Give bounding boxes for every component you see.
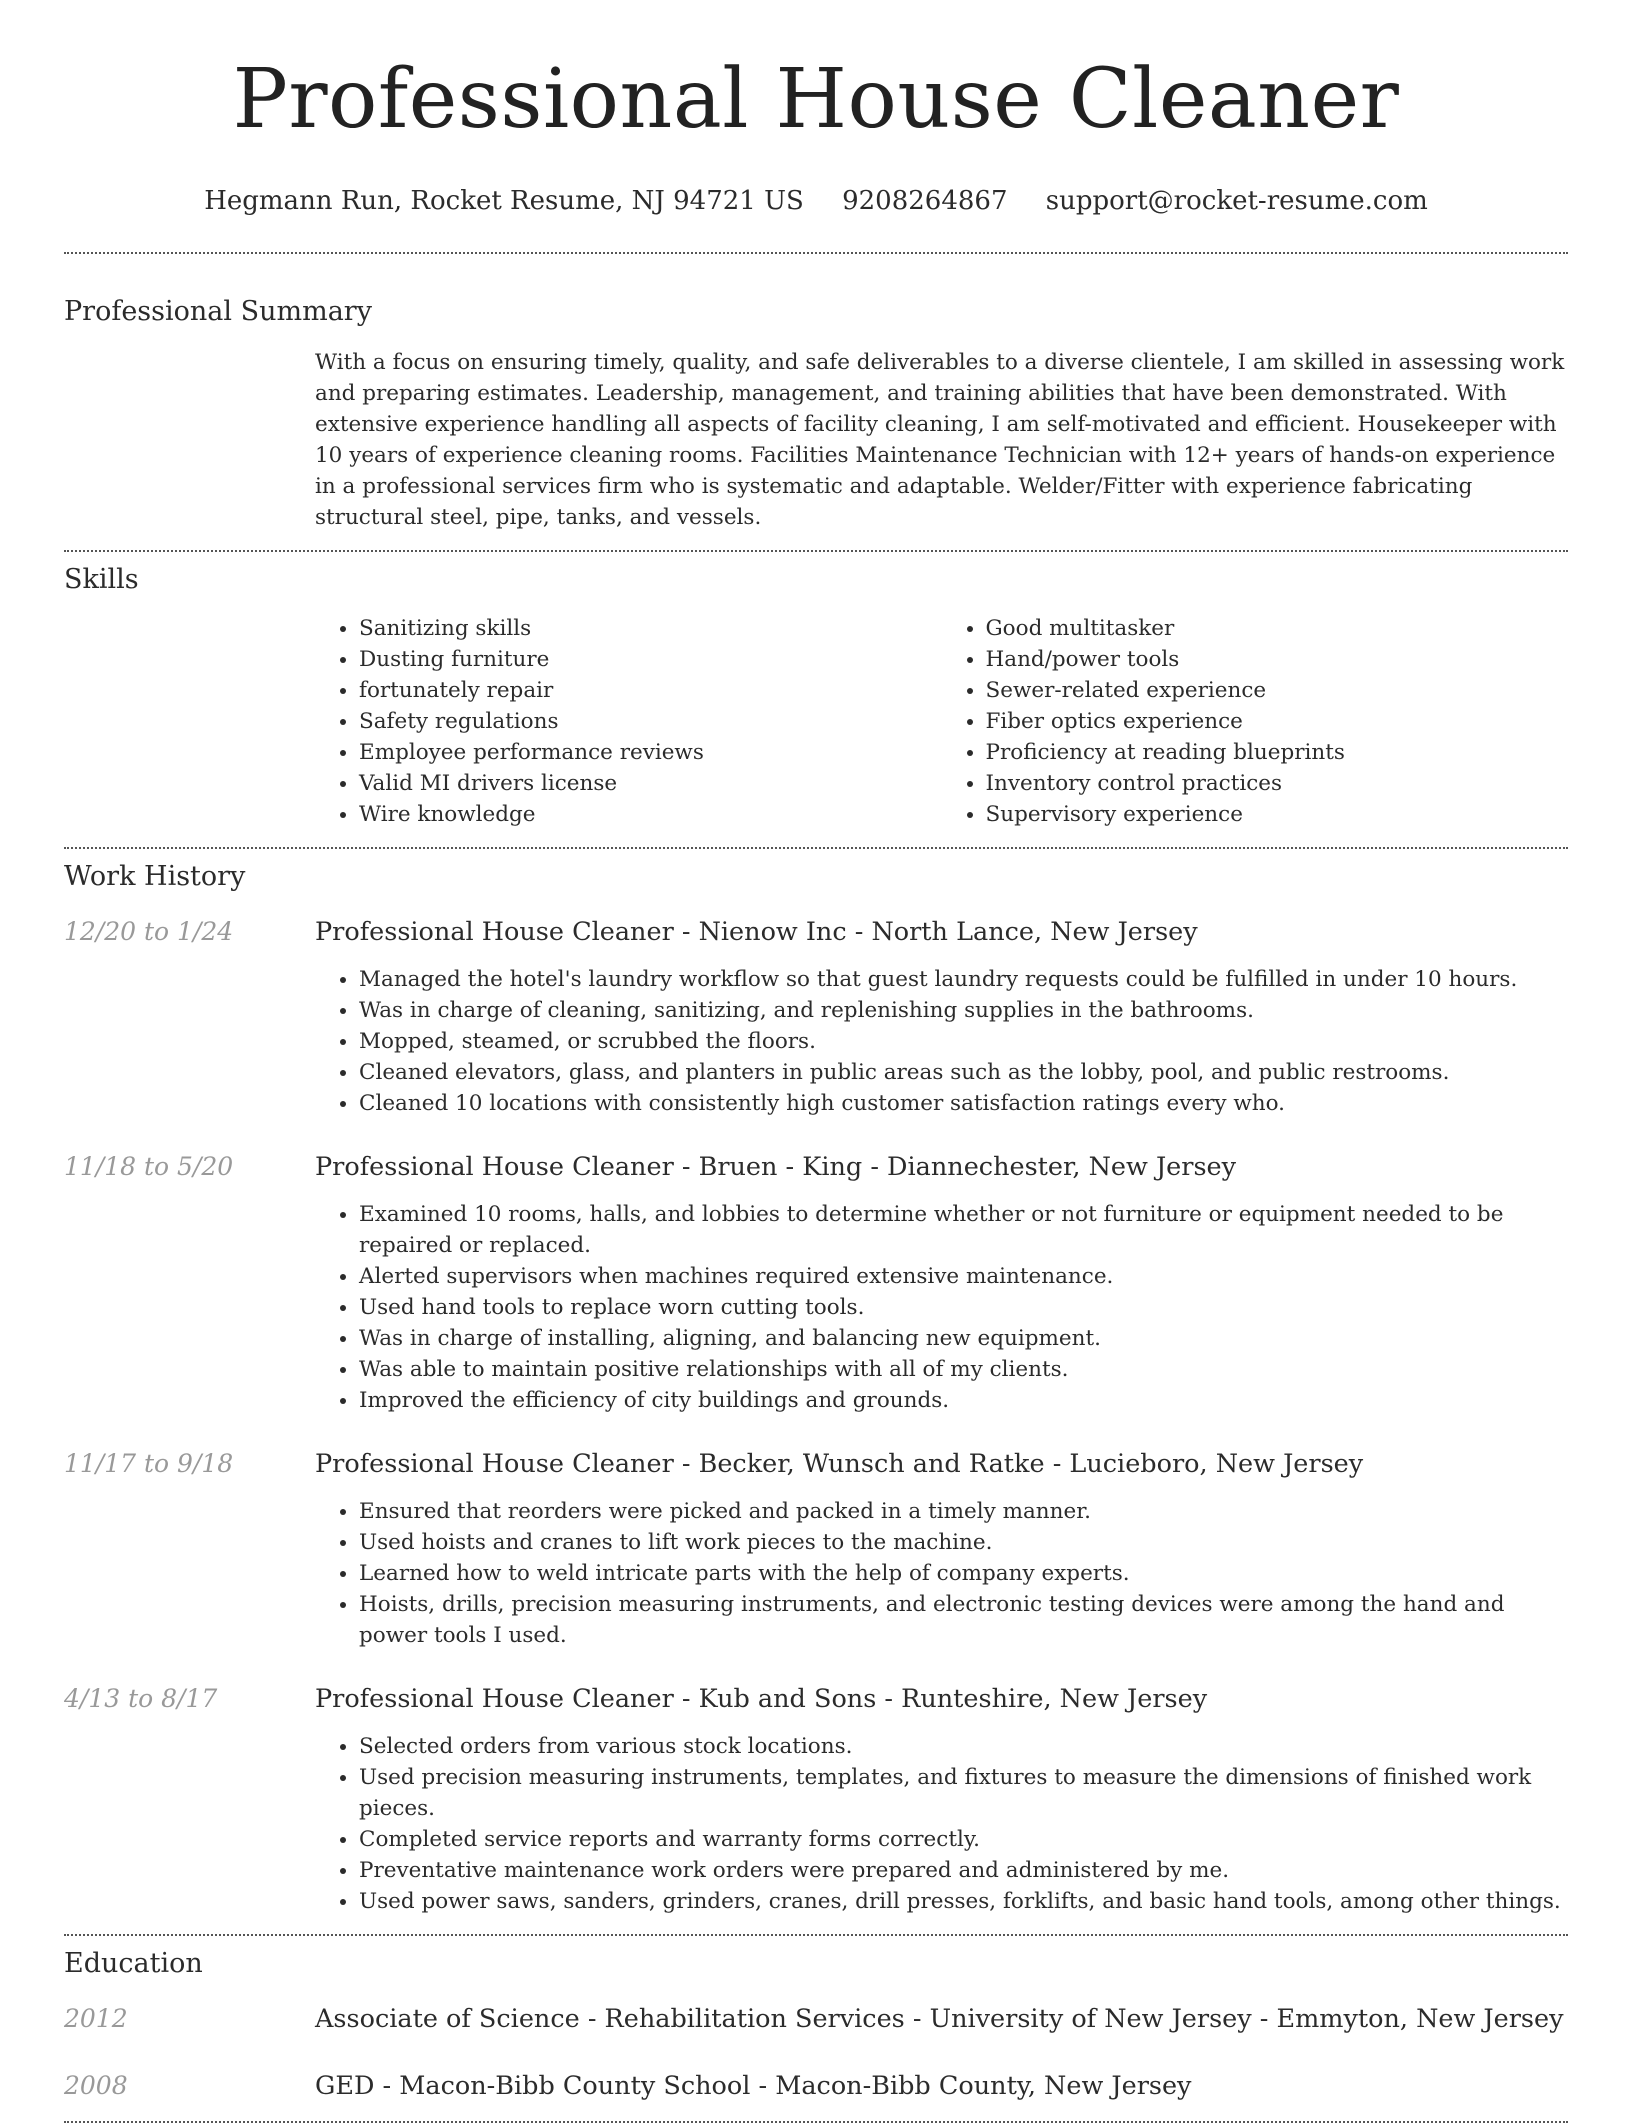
- skill-item: • Dusting furniture: [359, 644, 942, 675]
- education-section: [0, 1948, 1632, 2104]
- skill-item: • Proficiency at reading blueprints: [986, 737, 1569, 768]
- job-title: Professional House Cleaner - Bruen - King - Diannechester, New Jersey: [315, 1152, 1237, 1182]
- work-title: Work History: [64, 861, 246, 892]
- job-date: 11/18 to 5/20: [64, 1152, 234, 1181]
- job-bullets: [315, 964, 1568, 1119]
- job-date: 12/20 to 1/24: [64, 917, 234, 946]
- job-bullets: [315, 1496, 1568, 1651]
- skill-item: • Sewer-related experience: [986, 675, 1569, 706]
- contact-phone: 9208264867: [842, 186, 1008, 216]
- job-bullet: • Preventative maintenance work orders were prepared and administered by me.: [359, 1855, 1568, 1886]
- job-entry: [64, 1446, 1568, 1651]
- skill-item: • Hand/power tools: [986, 644, 1569, 675]
- job-bullet: • Cleaned 10 locations with consistently high customer satisfaction ratings every who.: [359, 1088, 1568, 1119]
- job-date: 4/13 to 8/17: [64, 1684, 218, 1713]
- skill-item: • fortunately repair: [359, 675, 942, 706]
- skill-item: • Valid MI drivers license: [359, 768, 942, 799]
- job-bullet: • Cleaned elevators, glass, and planters in public areas such as the lobby, pool, and public restrooms.: [359, 1057, 1568, 1088]
- job-bullet: • Alerted supervisors when machines required extensive maintenance.: [359, 1261, 1568, 1292]
- skill-item: • Inventory control practices: [986, 768, 1569, 799]
- skill-item: • Wire knowledge: [359, 799, 942, 830]
- skills-section: [0, 564, 1632, 830]
- summary-title: Professional Summary: [64, 296, 372, 327]
- summary-text: With a focus on ensuring timely, quality, and safe deliverables to a diverse clientele, I am skilled in assessing work and preparing estimates. Leadership, management, and training abilities that have been demonstrated. With extensive experience handling all aspects of facility cleaning, I am self-motivated and efficient. Housekeeper with 10 years of experience cleaning rooms. Facilities Maintenance Technician with 12+ years of hands-on experience in a professional services firm who is systematic and adaptable. Welder/Fitter with experience fabricating structural steel, pipe, tanks, and vessels.: [315, 350, 1565, 530]
- job-bullet: • Selected orders from various stock locations.: [359, 1731, 1568, 1762]
- skill-item: • Fiber optics experience: [986, 706, 1569, 737]
- work-section: [0, 861, 1632, 1917]
- skills-list-right: [942, 613, 1569, 830]
- job-bullet: • Examined 10 rooms, halls, and lobbies to determine whether or not furniture or equipment needed to be repaired or replaced.: [359, 1199, 1568, 1261]
- job-bullet: • Learned how to weld intricate parts with the help of company experts.: [359, 1558, 1568, 1589]
- education-text: Associate of Science - Rehabilitation Services - University of New Jersey - Emmyton, New Jersey: [315, 2004, 1564, 2034]
- job-bullet: • Used hoists and cranes to lift work pieces to the machine.: [359, 1527, 1568, 1558]
- skills-list-left: [315, 613, 942, 830]
- education-text: GED - Macon-Bibb County School - Macon-Bibb County, New Jersey: [315, 2071, 1192, 2101]
- job-bullet: • Completed service reports and warranty forms correctly.: [359, 1824, 1568, 1855]
- skill-item: • Employee performance reviews: [359, 737, 942, 768]
- job-entry: [64, 914, 1568, 1119]
- education-date: 2008: [64, 2071, 128, 2100]
- job-bullet: • Was in charge of installing, aligning, and balancing new equipment.: [359, 1323, 1568, 1354]
- job-bullet: • Was in charge of cleaning, sanitizing, and replenishing supplies in the bathrooms.: [359, 995, 1568, 1026]
- skill-item: • Sanitizing skills: [359, 613, 942, 644]
- job-entry: [64, 1149, 1568, 1416]
- job-title: Professional House Cleaner - Nienow Inc - North Lance, New Jersey: [315, 917, 1198, 947]
- job-title: Professional House Cleaner - Kub and Sons - Runteshire, New Jersey: [315, 1684, 1208, 1714]
- divider: [64, 252, 1568, 254]
- contact-line: [0, 186, 1632, 216]
- skills-title: Skills: [64, 564, 139, 595]
- skill-item: • Good multitasker: [986, 613, 1569, 644]
- divider: [64, 847, 1568, 849]
- education-entry: [64, 2001, 1568, 2037]
- education-title: Education: [64, 1948, 203, 1979]
- job-bullet: • Managed the hotel's laundry workflow so that guest laundry requests could be fulfilled in under 10 hours.: [359, 964, 1568, 995]
- contact-address: Hegmann Run, Rocket Resume, NJ 94721 US: [204, 186, 804, 216]
- education-entry: [64, 2068, 1568, 2104]
- job-bullets: [315, 1199, 1568, 1416]
- divider: [64, 1934, 1568, 1936]
- job-bullet: • Used power saws, sanders, grinders, cranes, drill presses, forklifts, and basic hand tools, among other things.: [359, 1886, 1568, 1917]
- job-bullet: • Ensured that reorders were picked and packed in a timely manner.: [359, 1496, 1568, 1527]
- job-bullet: • Was able to maintain positive relationships with all of my clients.: [359, 1354, 1568, 1385]
- skill-item: • Supervisory experience: [986, 799, 1569, 830]
- job-bullet: • Used hand tools to replace worn cutting tools.: [359, 1292, 1568, 1323]
- job-bullets: [315, 1731, 1568, 1917]
- candidate-name: Professional House Cleaner: [232, 52, 1400, 147]
- job-date: 11/17 to 9/18: [64, 1449, 234, 1478]
- job-entry: [64, 1681, 1568, 1917]
- job-bullet: • Mopped, steamed, or scrubbed the floors.: [359, 1026, 1568, 1057]
- job-bullet: • Hoists, drills, precision measuring instruments, and electronic testing devices were among the hand and power tools I used.: [359, 1589, 1568, 1651]
- job-bullet: • Used precision measuring instruments, templates, and fixtures to measure the dimensions of finished work pieces.: [359, 1762, 1568, 1824]
- contact-email: support@rocket-resume.com: [1045, 186, 1428, 216]
- job-bullet: • Improved the efficiency of city buildings and grounds.: [359, 1385, 1568, 1416]
- summary-section: [0, 296, 1632, 533]
- job-title: Professional House Cleaner - Becker, Wunsch and Ratke - Lucieboro, New Jersey: [315, 1449, 1364, 1479]
- skill-item: • Safety regulations: [359, 706, 942, 737]
- divider: [64, 550, 1568, 552]
- education-date: 2012: [64, 2004, 128, 2033]
